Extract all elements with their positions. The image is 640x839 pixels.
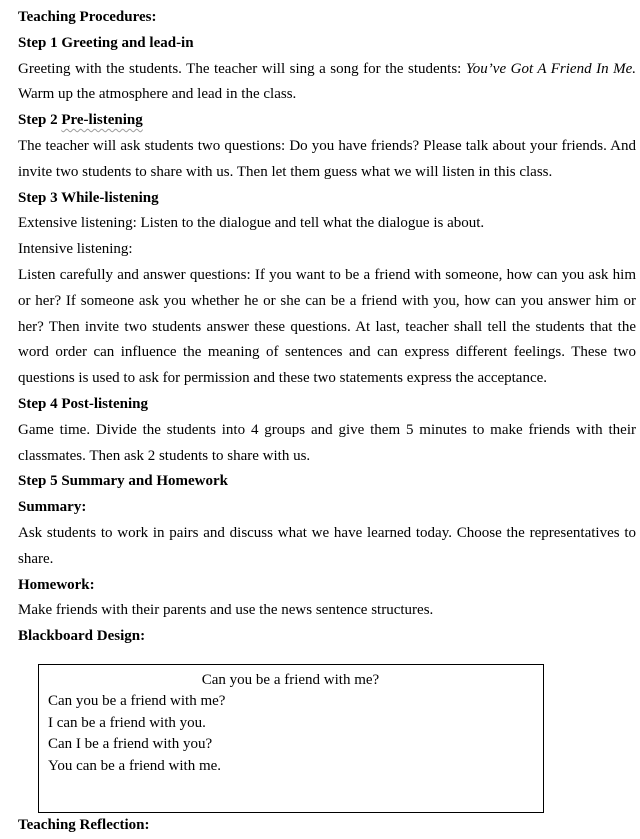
heading-step4-post-listening: Step 4 Post-listening xyxy=(18,395,149,412)
paragraph-step4-game-time: Game time. Divide the students into 4 groups and give them 5 minutes to make friends with their classmates. Then ask 2 students to share with us. xyxy=(18,421,636,464)
song-title-italic: You’ve Got A Friend In Me. xyxy=(465,60,637,77)
heading-step1-greeting-lead-in: Step 1 Greeting and lead-in xyxy=(18,34,194,51)
blackboard-line: Can I be a friend with you? xyxy=(48,736,213,753)
paragraph-step2-pre-listening: The teacher will ask students two questions: Do you have friends? Please talk about your friends. And invite two students to share with us. Then let them guess what we will listen in this class. xyxy=(18,137,636,180)
heading-blackboard-design: Blackboard Design: xyxy=(18,628,146,645)
paragraph-extensive-listening: Extensive listening: Listen to the dialogue and tell what the dialogue is about. xyxy=(18,215,485,232)
heading-step2-pre-listening xyxy=(18,108,636,134)
blackboard-line: Can you be a friend with me? xyxy=(48,693,226,710)
blackboard-line: I can be a friend with you. xyxy=(48,714,206,731)
blackboard-line: You can be a friend with me. xyxy=(48,757,222,774)
step2-label: Step 2 xyxy=(18,112,62,129)
paragraph-summary-body: Ask students to work in pairs and discuss what we have learned today. Choose the representatives to share. xyxy=(18,524,636,567)
heading-summary: Summary: xyxy=(18,499,87,516)
paragraph-intensive-listening-label: Intensive listening: xyxy=(18,241,133,258)
paragraph-step1-greeting xyxy=(18,57,636,109)
heading-step3-while-listening: Step 3 While-listening xyxy=(18,189,159,206)
heading-step5-summary-homework: Step 5 Summary and Homework xyxy=(18,473,229,490)
paragraph-homework-body: Make friends with their parents and use the news sentence structures. xyxy=(18,602,434,619)
heading-teaching-reflection: Teaching Reflection: xyxy=(18,816,150,833)
blackboard-design-box xyxy=(38,664,544,813)
paragraph-intensive-listening-body: Listen carefully and answer questions: If you want to be a friend with someone, how can you ask him or her? If someone ask you whether he or she can be a friend with you, how can you answer him or her? Then invite two students answer these questions. At last, teacher shall tell the students that the word order can influence the meaning of sentences and can express different feelings. These two questions is used to ask for permission and these two statements express the acceptance. xyxy=(18,266,636,387)
step1-text-after-song: Warm up the atmosphere and lead in the class. xyxy=(18,86,297,103)
blackboard-centered-title: Can you be a friend with me? xyxy=(201,671,380,688)
step1-text-before-song: Greeting with the students. The teacher will sing a song for the students: xyxy=(18,60,466,77)
heading-homework: Homework: xyxy=(18,576,95,593)
step2-pre-listening-wavy-underlined: Pre-listening xyxy=(61,112,143,129)
heading-teaching-procedures: Teaching Procedures: xyxy=(18,9,157,25)
